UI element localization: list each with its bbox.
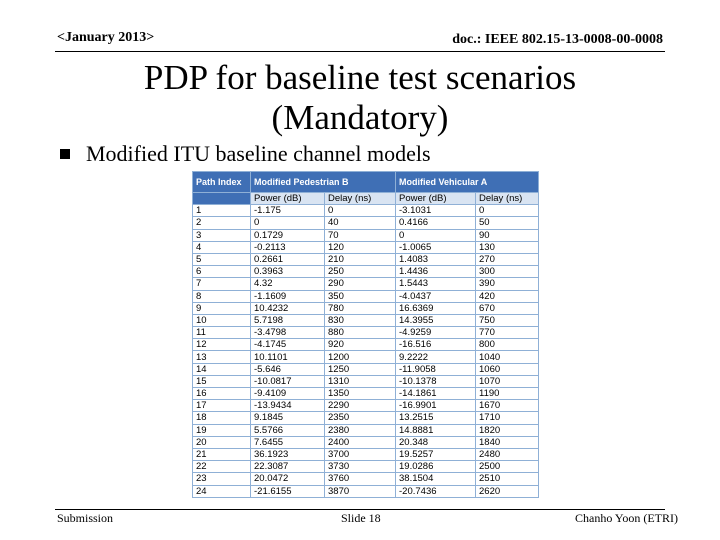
veh-power-cell: -1.0065 — [396, 241, 476, 253]
ped-power-cell: -10.0817 — [251, 375, 325, 387]
veh-power-cell: -16.516 — [396, 339, 476, 351]
ped-power-cell: 0.1729 — [251, 229, 325, 241]
footer-author: Chanho Yoon (ETRI) — [574, 511, 678, 525]
veh-power-cell: -10.1378 — [396, 375, 476, 387]
path-index-cell: 12 — [193, 339, 251, 351]
ped-delay-cell: 3700 — [325, 448, 396, 460]
ped-delay-cell: 0 — [325, 205, 396, 217]
path-index-cell: 4 — [193, 241, 251, 253]
ped-power-cell: 10.1101 — [251, 351, 325, 363]
ped-delay-cell: 210 — [325, 253, 396, 265]
ped-power-cell: -1.1609 — [251, 290, 325, 302]
veh-delay-cell: 1040 — [476, 351, 539, 363]
table-row — [193, 473, 539, 485]
table-row — [193, 339, 539, 351]
slide-title — [60, 58, 660, 138]
veh-power-cell: 1.4083 — [396, 253, 476, 265]
ped-delay-cell: 40 — [325, 217, 396, 229]
ped-power-cell: 22.3087 — [251, 461, 325, 473]
table-body — [193, 205, 539, 498]
veh-delay-cell: 1710 — [476, 412, 539, 424]
ped-delay-cell: 350 — [325, 290, 396, 302]
path-index-header: Path Index — [193, 172, 251, 193]
table-row — [193, 424, 539, 436]
veh-delay-cell: 90 — [476, 229, 539, 241]
veh-power-cell: -4.0437 — [396, 290, 476, 302]
veh-delay-cell: 800 — [476, 339, 539, 351]
table-row — [193, 485, 539, 497]
path-index-cell: 23 — [193, 473, 251, 485]
veh-delay-cell: 1820 — [476, 424, 539, 436]
table-row — [193, 436, 539, 448]
ped-delay-cell: 2400 — [325, 436, 396, 448]
path-index-cell: 16 — [193, 388, 251, 400]
table-row — [193, 388, 539, 400]
ped-delay-cell: 3760 — [325, 473, 396, 485]
index-subheader-blank — [193, 193, 251, 205]
veh-delay-cell: 300 — [476, 266, 539, 278]
path-index-cell: 1 — [193, 205, 251, 217]
veh-delay-cell: 2500 — [476, 461, 539, 473]
footer-submission: Submission — [57, 511, 114, 525]
ped-power-cell: 5.7198 — [251, 314, 325, 326]
veh-delay-cell: 770 — [476, 327, 539, 339]
path-index-cell: 19 — [193, 424, 251, 436]
slide-title-line-2: (Mandatory) — [271, 98, 449, 137]
ped-delay-cell: 1200 — [325, 351, 396, 363]
ped-delay-cell: 250 — [325, 266, 396, 278]
ped-power-cell: 9.1845 — [251, 412, 325, 424]
path-index-cell: 10 — [193, 314, 251, 326]
veh-power-cell: 14.8881 — [396, 424, 476, 436]
path-index-cell: 24 — [193, 485, 251, 497]
veh-delay-cell: 420 — [476, 290, 539, 302]
slide-number: Slide 18 — [341, 511, 381, 525]
veh-delay-cell: 1190 — [476, 388, 539, 400]
path-index-cell: 2 — [193, 217, 251, 229]
table-row — [193, 217, 539, 229]
veh-delay-cell: 1670 — [476, 400, 539, 412]
pedestrian-b-header: Modified Pedestrian B — [251, 172, 396, 193]
table-row — [193, 241, 539, 253]
ped-power-header: Power (dB) — [251, 193, 325, 205]
ped-power-cell: -21.6155 — [251, 485, 325, 497]
table-row — [193, 412, 539, 424]
ped-delay-cell: 2380 — [325, 424, 396, 436]
veh-delay-header: Delay (ns) — [476, 193, 539, 205]
table-row — [193, 461, 539, 473]
bullet-text: Modified ITU baseline channel models — [86, 141, 431, 166]
ped-power-cell: 36.1923 — [251, 448, 325, 460]
ped-delay-cell: 1350 — [325, 388, 396, 400]
footer-divider — [55, 509, 665, 510]
ped-power-cell: -4.1745 — [251, 339, 325, 351]
path-index-cell: 8 — [193, 290, 251, 302]
veh-power-cell: 1.4436 — [396, 266, 476, 278]
ped-power-cell: 0.3963 — [251, 266, 325, 278]
veh-power-header: Power (dB) — [396, 193, 476, 205]
veh-delay-cell: 1070 — [476, 375, 539, 387]
ped-power-cell: -3.4798 — [251, 327, 325, 339]
path-index-cell: 11 — [193, 327, 251, 339]
table-row — [193, 229, 539, 241]
path-index-cell: 17 — [193, 400, 251, 412]
table-row — [193, 253, 539, 265]
veh-power-cell: 20.348 — [396, 436, 476, 448]
ped-power-cell: -13.9434 — [251, 400, 325, 412]
ped-delay-cell: 830 — [325, 314, 396, 326]
vehicular-a-header: Modified Vehicular A — [396, 172, 539, 193]
veh-delay-cell: 1060 — [476, 363, 539, 375]
header-divider — [55, 51, 665, 52]
veh-power-cell: 19.0286 — [396, 461, 476, 473]
veh-delay-cell: 2510 — [476, 473, 539, 485]
veh-delay-cell: 270 — [476, 253, 539, 265]
ped-delay-cell: 1310 — [325, 375, 396, 387]
ped-delay-cell: 2290 — [325, 400, 396, 412]
ped-power-cell: -5.646 — [251, 363, 325, 375]
ped-delay-cell: 2350 — [325, 412, 396, 424]
ped-delay-cell: 880 — [325, 327, 396, 339]
bullet-item — [60, 141, 431, 167]
veh-power-cell: 0 — [396, 229, 476, 241]
veh-power-cell: -14.1861 — [396, 388, 476, 400]
veh-delay-cell: 2480 — [476, 448, 539, 460]
veh-power-cell: 19.5257 — [396, 448, 476, 460]
table-row — [193, 327, 539, 339]
veh-delay-cell: 390 — [476, 278, 539, 290]
ped-delay-header: Delay (ns) — [325, 193, 396, 205]
ped-power-cell: 5.5766 — [251, 424, 325, 436]
ped-power-cell: 4.32 — [251, 278, 325, 290]
ped-delay-cell: 780 — [325, 302, 396, 314]
veh-power-cell: 16.6369 — [396, 302, 476, 314]
square-bullet-icon — [60, 149, 70, 159]
veh-power-cell: -20.7436 — [396, 485, 476, 497]
path-index-cell: 7 — [193, 278, 251, 290]
ped-delay-cell: 3870 — [325, 485, 396, 497]
table-row — [193, 375, 539, 387]
veh-delay-cell: 1840 — [476, 436, 539, 448]
header-date: <January 2013> — [57, 30, 155, 45]
path-index-cell: 13 — [193, 351, 251, 363]
ped-power-cell: -0.2113 — [251, 241, 325, 253]
path-index-cell: 21 — [193, 448, 251, 460]
ped-delay-cell: 290 — [325, 278, 396, 290]
table-row — [193, 278, 539, 290]
table-row — [193, 363, 539, 375]
slide-title-line-1: PDP for baseline test scenarios — [143, 58, 577, 97]
path-index-cell: 14 — [193, 363, 251, 375]
veh-power-cell: -3.1031 — [396, 205, 476, 217]
veh-power-cell: -4.9259 — [396, 327, 476, 339]
table-row — [193, 205, 539, 217]
path-index-cell: 3 — [193, 229, 251, 241]
table-row — [193, 448, 539, 460]
ped-delay-cell: 1250 — [325, 363, 396, 375]
channel-model-table — [192, 171, 539, 498]
veh-delay-cell: 750 — [476, 314, 539, 326]
veh-power-cell: -11.9058 — [396, 363, 476, 375]
ped-power-cell: -1.175 — [251, 205, 325, 217]
path-index-cell: 9 — [193, 302, 251, 314]
ped-delay-cell: 120 — [325, 241, 396, 253]
ped-power-cell: -9.4109 — [251, 388, 325, 400]
veh-delay-cell: 2620 — [476, 485, 539, 497]
table-row — [193, 400, 539, 412]
veh-delay-cell: 50 — [476, 217, 539, 229]
table-row — [193, 266, 539, 278]
path-index-cell: 5 — [193, 253, 251, 265]
veh-power-cell: 1.5443 — [396, 278, 476, 290]
veh-power-cell: -16.9901 — [396, 400, 476, 412]
path-index-cell: 20 — [193, 436, 251, 448]
veh-power-cell: 9.2222 — [396, 351, 476, 363]
ped-power-cell: 0.2661 — [251, 253, 325, 265]
veh-delay-cell: 0 — [476, 205, 539, 217]
veh-delay-cell: 130 — [476, 241, 539, 253]
ped-power-cell: 10.4232 — [251, 302, 325, 314]
ped-delay-cell: 70 — [325, 229, 396, 241]
ped-delay-cell: 920 — [325, 339, 396, 351]
veh-delay-cell: 670 — [476, 302, 539, 314]
veh-power-cell: 14.3955 — [396, 314, 476, 326]
veh-power-cell: 38.1504 — [396, 473, 476, 485]
path-index-cell: 15 — [193, 375, 251, 387]
path-index-cell: 6 — [193, 266, 251, 278]
path-index-cell: 22 — [193, 461, 251, 473]
table-row — [193, 290, 539, 302]
header-doc-id: doc.: IEEE 802.15-13-0008-00-0008 — [452, 32, 663, 47]
veh-power-cell: 13.2515 — [396, 412, 476, 424]
table-row — [193, 314, 539, 326]
table-row — [193, 351, 539, 363]
table-row — [193, 302, 539, 314]
ped-power-cell: 20.0472 — [251, 473, 325, 485]
veh-power-cell: 0.4166 — [396, 217, 476, 229]
path-index-cell: 18 — [193, 412, 251, 424]
ped-power-cell: 7.6455 — [251, 436, 325, 448]
ped-delay-cell: 3730 — [325, 461, 396, 473]
ped-power-cell: 0 — [251, 217, 325, 229]
